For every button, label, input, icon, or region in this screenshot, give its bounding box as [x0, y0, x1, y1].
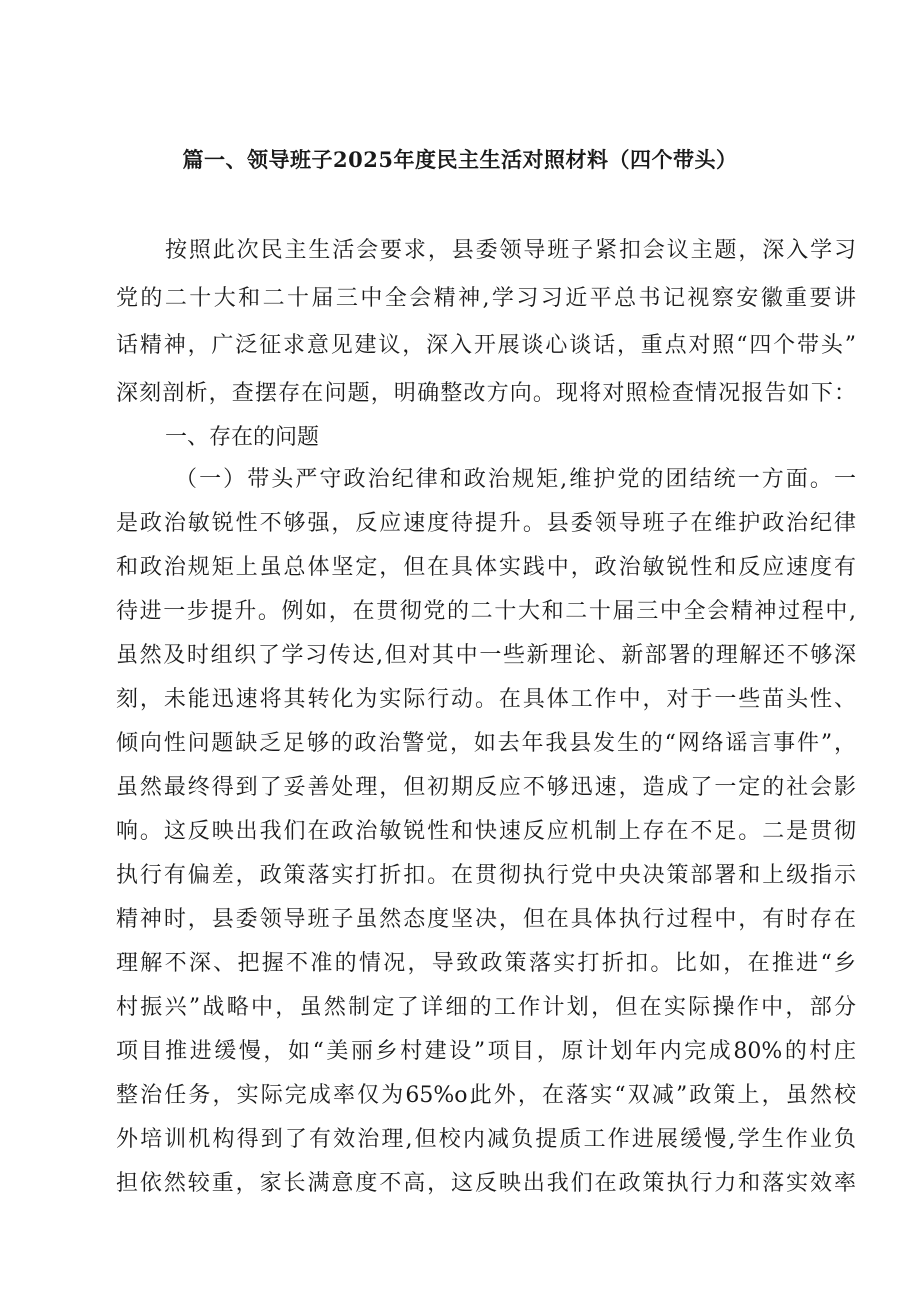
document-title: 篇一、领导班子2025年度民主生活对照材料（四个带头）: [182, 147, 738, 172]
paragraph-line: 和政治规矩上虽总体坚定，但在具体实践中，政治敏锐性和反应速度有: [116, 555, 856, 580]
paragraph-line: 外培训机构得到了有效治理,但校内减负提质工作进展缓慢,学生作业负: [116, 1127, 856, 1152]
paragraph-line: 是政治敏锐性不够强，反应速度待提升。县委领导班子在维护政治纪律: [116, 511, 856, 536]
paragraph-line: 项目推进缓慢，如“美丽乡村建设”项目，原计划年内完成80%的村庄: [116, 1039, 856, 1064]
paragraph-line: 执行有偏差，政策落实打折扣。在贯彻执行党中央决策部署和上级指示: [116, 863, 856, 888]
paragraph-line: 深刻剖析，查摆存在问题，明确整改方向。现将对照检查情况报告如下：: [116, 381, 856, 406]
paragraph-line: 话精神，广泛征求意见建议，深入开展谈心谈话，重点对照“四个带头”: [116, 333, 856, 358]
paragraph-line: 党的二十大和二十届三中全会精神,学习习近平总书记视察安徽重要讲: [116, 286, 856, 311]
paragraph-line: 待进一步提升。例如，在贯彻党的二十大和二十届三中全会精神过程中,: [116, 599, 856, 624]
paragraph-line: 理解不深、把握不准的情况，导致政策落实打折扣。比如，在推进“乡: [116, 951, 856, 976]
paragraph-line: 整治任务，实际完成率仅为65%o此外，在落实“双减”政策上，虽然校: [116, 1083, 856, 1108]
paragraph-line: 虽然及时组织了学习传达,但对其中一些新理论、新部署的理解还不够深: [116, 643, 856, 668]
paragraph-line: 刻，未能迅速将其转化为实际行动。在具体工作中，对于一些苗头性、: [116, 687, 856, 712]
paragraph-line: 按照此次民主生活会要求，县委领导班子紧扣会议主题，深入学习: [165, 238, 856, 263]
paragraph-line: 倾向性问题缺乏足够的政治警觉，如去年我县发生的“网络谣言事件”，: [116, 731, 856, 756]
paragraph-line: 精神时，县委领导班子虽然态度坚决，但在具体执行过程中，有时存在: [116, 907, 856, 932]
paragraph-line: 担依然较重，家长满意度不高，这反映出我们在政策执行力和落实效率: [116, 1171, 856, 1196]
paragraph-line: 响。这反映出我们在政治敏锐性和快速反应机制上存在不足。二是贯彻: [116, 819, 856, 844]
paragraph-line: （一）带头严守政治纪律和政治规矩,维护党的团结统一方面。一: [175, 467, 856, 492]
paragraph-line: 虽然最终得到了妥善处理，但初期反应不够迅速，造成了一定的社会影: [116, 775, 856, 800]
paragraph-line: 村振兴”战略中，虽然制定了详细的工作计划，但在实际操作中，部分: [116, 995, 856, 1020]
section-heading: 一、存在的问题: [165, 425, 320, 450]
